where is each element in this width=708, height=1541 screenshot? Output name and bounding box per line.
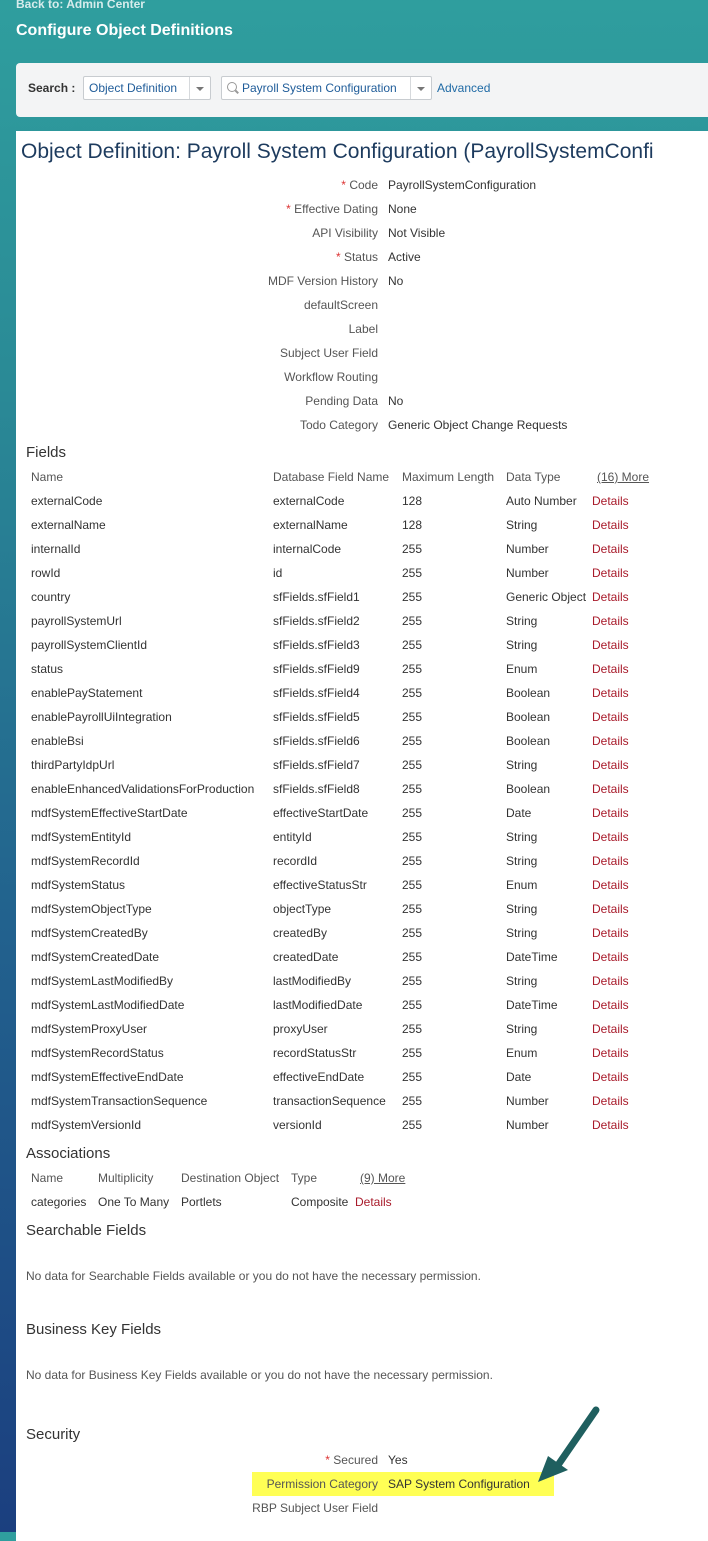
required-marker: *	[341, 178, 350, 192]
table-cell: One To Many	[98, 1195, 170, 1209]
business-key-fields-empty-message: No data for Business Key Fields available or you do not have the necessary permission.	[26, 1368, 493, 1382]
fields-column-header: Name	[31, 470, 64, 484]
table-cell: mdfSystemLastModifiedBy	[31, 974, 174, 988]
details-link[interactable]: Details	[592, 542, 629, 556]
property-value: Not Visible	[388, 226, 446, 240]
table-cell: internalId	[31, 542, 81, 556]
table-cell: lastModifiedDate	[273, 998, 363, 1012]
table-cell: 255	[402, 566, 423, 580]
property-label: Pending Data	[305, 394, 378, 408]
table-cell: lastModifiedBy	[273, 974, 352, 988]
property-label: Subject User Field	[279, 346, 378, 360]
table-cell: rowId	[31, 566, 61, 580]
table-cell: sfFields.sfField7	[273, 758, 360, 772]
property-value: Generic Object Change Requests	[388, 418, 568, 432]
table-cell: transactionSequence	[273, 1094, 386, 1108]
table-cell: proxyUser	[273, 1022, 328, 1036]
fields-column-header: Maximum Length	[402, 470, 495, 484]
table-cell: DateTime	[506, 950, 558, 964]
details-link[interactable]: Details	[592, 566, 629, 580]
table-cell: Number	[506, 566, 549, 580]
associations-section-title: Associations	[26, 1145, 111, 1162]
details-link[interactable]: Details	[592, 758, 629, 772]
details-link[interactable]: Details	[592, 1070, 629, 1084]
table-cell: String	[506, 830, 538, 844]
table-cell: enableEnhancedValidationsForProduction	[31, 782, 255, 796]
details-link[interactable]: Details	[592, 830, 629, 844]
details-link[interactable]: Details	[592, 998, 629, 1012]
table-cell: internalCode	[273, 542, 342, 556]
required-marker: *	[286, 202, 295, 216]
table-cell: 255	[402, 710, 423, 724]
table-cell: 255	[402, 878, 423, 892]
table-cell: Number	[506, 1118, 549, 1132]
table-cell: 255	[402, 830, 423, 844]
table-cell: Auto Number	[506, 494, 577, 508]
property-value: No	[388, 394, 404, 408]
table-cell: createdBy	[273, 926, 328, 940]
property-value: Yes	[388, 1453, 408, 1467]
property-label: * Status	[335, 250, 378, 264]
table-cell: mdfSystemRecordStatus	[31, 1046, 164, 1060]
table-cell: mdfSystemRecordId	[31, 854, 140, 868]
table-cell: 255	[402, 1022, 423, 1036]
table-cell: sfFields.sfField1	[273, 590, 360, 604]
property-label: Label	[348, 322, 378, 336]
details-link[interactable]: Details	[592, 1046, 629, 1060]
table-cell: recordId	[273, 854, 318, 868]
searchable-fields-section-title: Searchable Fields	[26, 1222, 147, 1239]
table-cell: 255	[402, 1118, 423, 1132]
table-cell: Boolean	[506, 686, 551, 700]
table-cell: String	[506, 902, 538, 916]
details-link[interactable]: Details	[592, 590, 629, 604]
table-cell: effectiveEndDate	[273, 1070, 365, 1084]
table-cell: 255	[402, 662, 423, 676]
details-link[interactable]: Details	[592, 662, 629, 676]
advanced-search-link[interactable]: Advanced	[437, 81, 491, 95]
details-link[interactable]: Details	[592, 614, 629, 628]
table-cell: 255	[402, 686, 423, 700]
table-cell: mdfSystemEffectiveStartDate	[31, 806, 188, 820]
table-cell: 255	[402, 806, 423, 820]
property-label: * Code	[341, 178, 378, 192]
table-cell: 255	[402, 590, 423, 604]
table-cell: Boolean	[506, 710, 551, 724]
details-link[interactable]: Details	[592, 854, 629, 868]
table-cell: sfFields.sfField6	[273, 734, 360, 748]
property-label: RBP Subject User Field	[252, 1501, 378, 1515]
search-icon	[227, 82, 237, 92]
arrow-pointer-icon	[530, 1400, 610, 1490]
table-cell: mdfSystemVersionId	[31, 1118, 142, 1132]
table-cell: Generic Object	[506, 590, 587, 604]
table-cell: createdDate	[273, 950, 339, 964]
associations-column-header: Multiplicity	[98, 1171, 154, 1185]
property-value: No	[388, 274, 404, 288]
table-cell: 255	[402, 542, 423, 556]
table-cell: Number	[506, 1094, 549, 1108]
table-cell: Boolean	[506, 782, 551, 796]
table-cell: Enum	[506, 662, 538, 676]
table-cell: effectiveStartDate	[273, 806, 369, 820]
table-cell: Boolean	[506, 734, 551, 748]
associations-more-link[interactable]: (9) More	[360, 1171, 406, 1185]
table-cell: versionId	[273, 1118, 322, 1132]
table-cell: objectType	[273, 902, 332, 916]
table-cell: 255	[402, 758, 423, 772]
details-link[interactable]: Details	[592, 974, 629, 988]
table-cell: Number	[506, 542, 549, 556]
table-cell: payrollSystemClientId	[31, 638, 148, 652]
search-bar	[16, 63, 708, 117]
property-value: None	[388, 202, 417, 216]
table-cell: Composite	[291, 1195, 349, 1209]
table-cell: Enum	[506, 878, 538, 892]
table-cell: enablePayrollUiIntegration	[31, 710, 172, 724]
table-cell: sfFields.sfField5	[273, 710, 360, 724]
property-value: Active	[388, 250, 421, 264]
table-cell: categories	[31, 1195, 87, 1209]
table-cell: mdfSystemEntityId	[31, 830, 132, 844]
details-link[interactable]: Details	[592, 1118, 629, 1132]
table-cell: String	[506, 854, 538, 868]
details-link[interactable]: Details	[592, 734, 629, 748]
table-cell: Date	[506, 806, 532, 820]
table-cell: mdfSystemObjectType	[31, 902, 152, 916]
details-link[interactable]: Details	[592, 710, 629, 724]
details-link[interactable]: Details	[592, 878, 629, 892]
table-cell: String	[506, 758, 538, 772]
property-value: SAP System Configuration	[388, 1477, 530, 1491]
fields-more-link[interactable]: (16) More	[597, 470, 650, 484]
table-cell: 255	[402, 926, 423, 940]
table-cell: 255	[402, 902, 423, 916]
security-section-title: Security	[26, 1426, 81, 1443]
fields-section-title: Fields	[26, 444, 67, 461]
details-link[interactable]: Details	[592, 902, 629, 916]
table-cell: 255	[402, 1070, 423, 1084]
table-cell: 255	[402, 854, 423, 868]
table-cell: String	[506, 638, 538, 652]
table-cell: recordStatusStr	[273, 1046, 357, 1060]
back-to-admin-center-link[interactable]: Back to: Admin Center	[16, 0, 145, 11]
property-label: Todo Category	[299, 418, 378, 432]
property-label: * Secured	[325, 1453, 378, 1467]
table-cell: externalCode	[273, 494, 345, 508]
object-title: Object Definition: Payroll System Configuration (PayrollSystemConfi	[21, 140, 654, 163]
details-link[interactable]: Details	[592, 806, 629, 820]
details-link[interactable]: Details	[355, 1195, 392, 1209]
object-type-value: Object Definition	[89, 81, 178, 95]
table-cell: Date	[506, 1070, 532, 1084]
table-cell: country	[31, 590, 71, 604]
fields-column-header: Data Type	[506, 470, 561, 484]
property-label: defaultScreen	[303, 298, 378, 312]
table-cell: mdfSystemStatus	[31, 878, 126, 892]
table-cell: String	[506, 518, 538, 532]
details-link[interactable]: Details	[592, 494, 629, 508]
details-link[interactable]: Details	[592, 1022, 629, 1036]
table-cell: 128	[402, 494, 423, 508]
table-cell: effectiveStatusStr	[273, 878, 367, 892]
table-cell: 255	[402, 974, 423, 988]
table-cell: String	[506, 974, 538, 988]
table-cell: Portlets	[181, 1195, 222, 1209]
table-cell: 255	[402, 950, 423, 964]
table-cell: externalCode	[31, 494, 103, 508]
table-cell: status	[31, 662, 64, 676]
table-cell: externalName	[273, 518, 348, 532]
table-cell: String	[506, 926, 538, 940]
associations-column-header: Destination Object	[181, 1171, 280, 1185]
table-cell: sfFields.sfField3	[273, 638, 360, 652]
table-cell: thirdPartyIdpUrl	[31, 758, 115, 772]
table-cell: 255	[402, 734, 423, 748]
property-label: API Visibility	[312, 226, 378, 240]
table-cell: String	[506, 614, 538, 628]
table-cell: mdfSystemCreatedBy	[31, 926, 148, 940]
details-link[interactable]: Details	[592, 686, 629, 700]
table-cell: sfFields.sfField2	[273, 614, 360, 628]
required-marker: *	[325, 1453, 334, 1467]
fields-column-header: Database Field Name	[273, 470, 390, 484]
table-cell: mdfSystemEffectiveEndDate	[31, 1070, 184, 1084]
chevron-down-icon[interactable]	[189, 77, 210, 99]
property-label: * Effective Dating	[286, 202, 378, 216]
searchable-fields-empty-message: No data for Searchable Fields available or you do not have the necessary permission.	[26, 1269, 481, 1283]
table-cell: 255	[402, 998, 423, 1012]
table-cell: mdfSystemProxyUser	[31, 1022, 148, 1036]
object-definition-panel	[16, 131, 708, 1541]
property-label: Permission Category	[266, 1477, 378, 1491]
table-cell: 255	[402, 1094, 423, 1108]
table-cell: enableBsi	[31, 734, 84, 748]
object-type-select[interactable]	[83, 76, 211, 100]
details-link[interactable]: Details	[592, 950, 629, 964]
table-cell: mdfSystemTransactionSequence	[31, 1094, 208, 1108]
property-value: PayrollSystemConfiguration	[388, 178, 537, 192]
table-cell: payrollSystemUrl	[31, 614, 122, 628]
associations-column-header: Type	[291, 1171, 318, 1185]
associations-column-header: Name	[31, 1171, 64, 1185]
object-search-value: Payroll System Configuration	[242, 81, 397, 95]
table-cell: String	[506, 1022, 538, 1036]
table-cell: entityId	[273, 830, 312, 844]
table-cell: Enum	[506, 1046, 538, 1060]
table-cell: externalName	[31, 518, 106, 532]
details-link[interactable]: Details	[592, 1094, 629, 1108]
table-cell: sfFields.sfField9	[273, 662, 360, 676]
details-link[interactable]: Details	[592, 926, 629, 940]
property-label: Workflow Routing	[284, 370, 378, 384]
details-link[interactable]: Details	[592, 638, 629, 652]
table-cell: sfFields.sfField4	[273, 686, 360, 700]
chevron-down-icon[interactable]	[410, 77, 431, 99]
page-title: Configure Object Definitions	[16, 22, 233, 39]
required-marker: *	[335, 250, 344, 264]
details-link[interactable]: Details	[592, 782, 629, 796]
search-label: Search :	[28, 81, 76, 95]
table-cell: 255	[402, 638, 423, 652]
table-cell: mdfSystemCreatedDate	[31, 950, 160, 964]
table-cell: 255	[402, 614, 423, 628]
property-label: MDF Version History	[267, 274, 378, 288]
table-cell: 128	[402, 518, 423, 532]
table-cell: mdfSystemLastModifiedDate	[31, 998, 185, 1012]
object-search-select[interactable]	[221, 76, 432, 100]
details-link[interactable]: Details	[592, 518, 629, 532]
table-cell: enablePayStatement	[31, 686, 143, 700]
table-cell: 255	[402, 782, 423, 796]
table-cell: 255	[402, 1046, 423, 1060]
table-cell: DateTime	[506, 998, 558, 1012]
table-cell: sfFields.sfField8	[273, 782, 360, 796]
table-cell: id	[273, 566, 283, 580]
business-key-fields-section-title: Business Key Fields	[26, 1321, 162, 1338]
